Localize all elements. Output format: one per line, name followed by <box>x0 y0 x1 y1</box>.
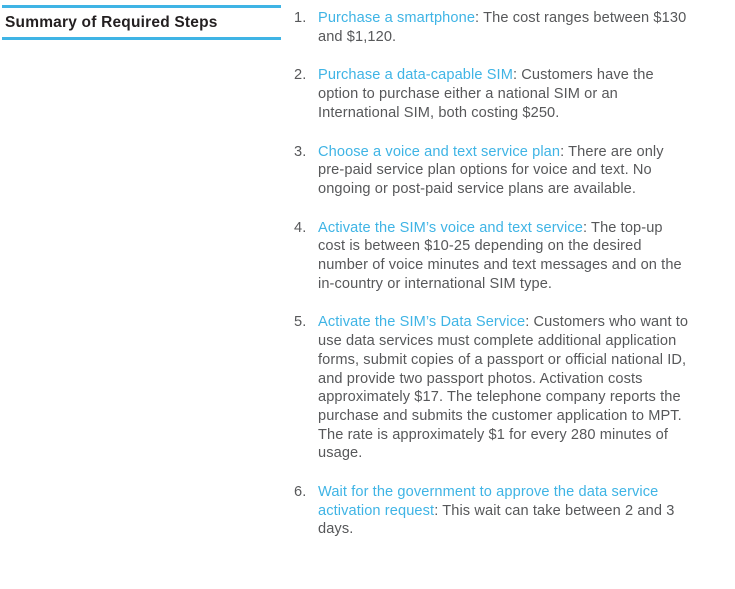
step-lead: Activate the SIM’s voice and text service <box>318 219 584 236</box>
required-steps-list <box>294 9 706 539</box>
step-lead: Activate the SIM’s Data Service <box>318 314 526 331</box>
list-item <box>294 143 706 199</box>
step-description: : The cost ranges between $130 and $1,120. <box>318 10 687 45</box>
step-description: : Customers have the option to purchase either a national SIM or an International SIM, both costing $250. <box>318 67 654 121</box>
list-item <box>294 66 706 122</box>
step-text <box>318 313 690 463</box>
ordered-list <box>294 9 706 539</box>
step-number: 4. <box>294 219 307 236</box>
step-number: 5. <box>294 314 307 331</box>
step-lead: Wait for the government to approve the data service activation request <box>318 484 659 519</box>
step-text <box>318 219 690 294</box>
step-description: : Customers who want to use data services must complete additional application forms, submit copies of a passport or official national ID, and provide two passport photos. Activation costs approximately $17. The telephone company reports the purchase and submits the customer application to MPT. The rate is approximately $1 for every 280 minutes of usage. <box>318 314 689 462</box>
section-heading-block <box>2 5 281 40</box>
list-item <box>294 219 706 294</box>
step-number: 2. <box>294 67 307 84</box>
step-number: 6. <box>294 484 307 501</box>
list-item <box>294 9 706 46</box>
step-text <box>318 9 690 46</box>
step-lead: Purchase a data-capable SIM <box>318 67 513 84</box>
step-description: : There are only pre-paid service plan options for voice and text. No ongoing or post-paid service plans are available. <box>318 143 664 197</box>
step-number: 1. <box>294 10 307 26</box>
step-lead: Purchase a smartphone <box>318 10 476 26</box>
step-text <box>318 483 690 539</box>
page-title: Summary of Required Steps <box>5 14 218 31</box>
step-text <box>318 143 690 199</box>
step-number: 3. <box>294 143 307 160</box>
step-lead: Choose a voice and text service plan <box>318 143 561 160</box>
list-item <box>294 313 706 463</box>
step-text <box>318 66 690 122</box>
step-description: : This wait can take between 2 and 3 days. <box>318 502 675 538</box>
step-description: : The top-up cost is between $10-25 depending on the desired number of voice minutes and text messages and on the in-country or international SIM type. <box>318 219 682 292</box>
list-item <box>294 483 706 539</box>
